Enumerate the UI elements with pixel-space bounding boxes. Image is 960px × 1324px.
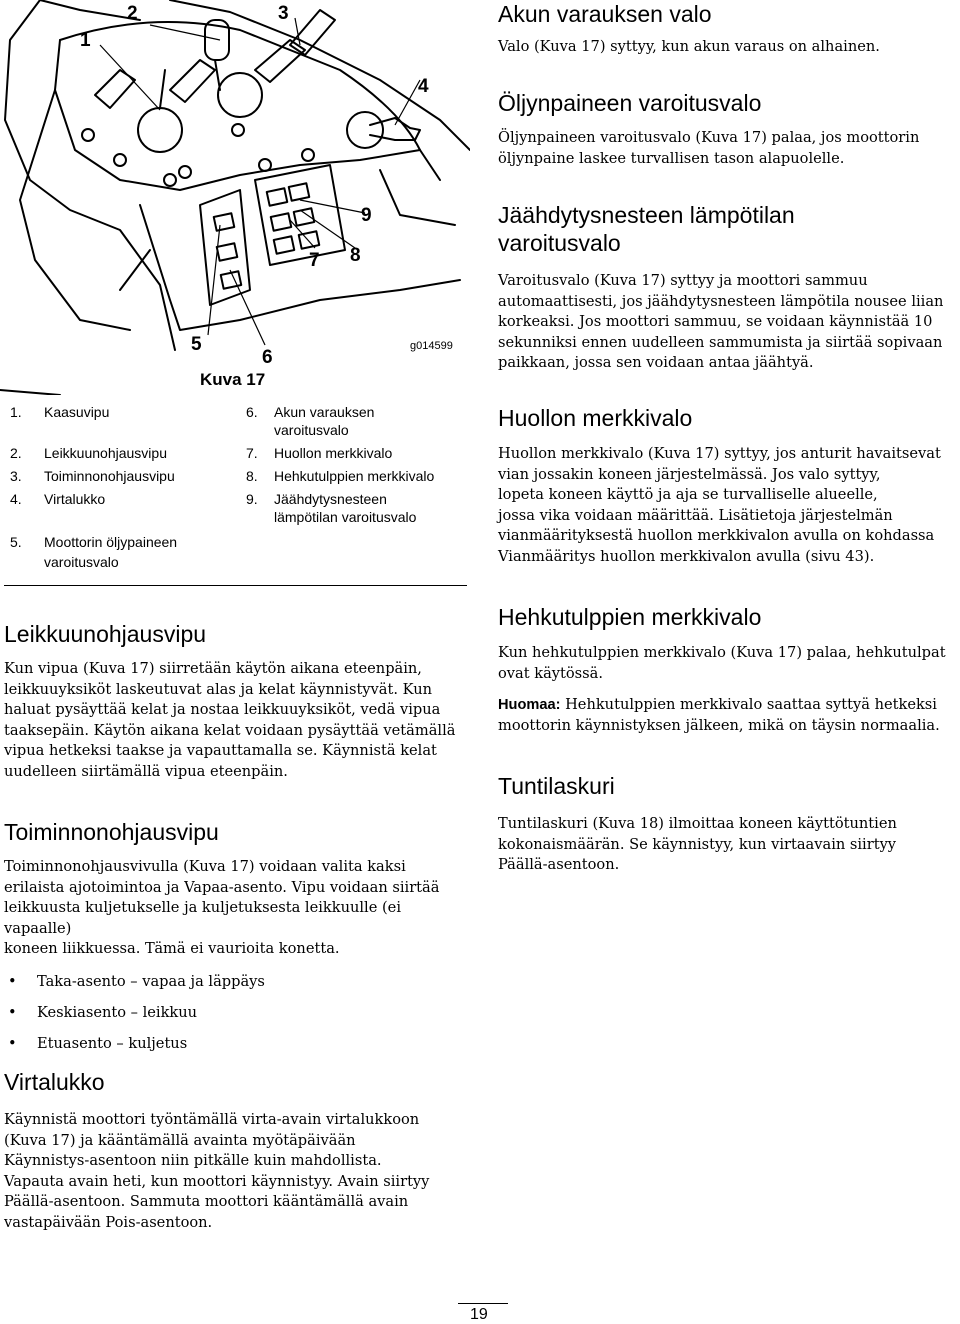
paragraph-line: taaksepäin. Käytön aikana kelat voidaan pysäyttää vetämällä — [4, 721, 456, 739]
legend-num: 4. — [10, 491, 22, 507]
paragraph-line: öljynpaine laskee turvallisen tason alapuolelle. — [498, 149, 845, 167]
legend-text: Virtalukko — [44, 491, 106, 507]
note-label: Huomaa: — [498, 697, 561, 714]
page-number: 19 — [470, 1306, 488, 1323]
section-huollon-merkkivalo — [498, 404, 958, 568]
section-title: Leikkuunohjausvipu — [4, 621, 207, 647]
legend-num: 1. — [10, 404, 22, 420]
list-item-text: Etuasento – kuljetus — [37, 1034, 188, 1052]
legend-num: 3. — [10, 468, 22, 484]
legend-left — [10, 404, 250, 574]
paragraph-line: (Kuva 17) ja kääntämällä avainta myötäpäivään — [4, 1131, 356, 1149]
callout-6: 6 — [262, 347, 273, 368]
bullet-list — [4, 972, 470, 1065]
paragraph-line: Päällä-asentoon. — [498, 856, 620, 874]
list-item — [4, 972, 470, 1003]
section-title: Hehkutulppien merkkivalo — [498, 604, 762, 630]
paragraph-line: Huollon merkkivalo (Kuva 17) syttyy, jos anturit havaitsevat — [498, 445, 941, 462]
paragraph-line: korkeaksi. Jos moottori sammuu, se voidaan käynnistää 10 — [498, 313, 933, 331]
figure-code: g014599 — [410, 340, 453, 352]
paragraph-line: kokonaismäärän. Se käynnistyy, kun virtaavain siirtyy — [498, 835, 897, 853]
legend-text: Leikkuunohjausvipu — [44, 445, 167, 461]
paragraph-line: vianmäärityksestä huollon merkkivalon avulla on kohdassa — [498, 527, 935, 545]
paragraph-line: vian jossakin koneen järjestelmässä. Jos valo syttyy, — [498, 465, 881, 483]
callout-9: 9 — [361, 205, 372, 226]
section-tuntilaskuri — [498, 772, 958, 876]
paragraph-line: Käynnistä moottori työntämällä virta-avain virtalukkoon — [4, 1111, 420, 1128]
paragraph-line: Valo (Kuva 17) syttyy, kun akun varaus on alhainen. — [498, 38, 880, 55]
control-panel-drawing — [0, 0, 470, 395]
section-hehkutulppien-merkkivalo — [498, 603, 958, 736]
paragraph-line: lopeta koneen käyttö ja aja se turvalliselle alueelle, — [498, 486, 878, 504]
figure-caption: Kuva 17 — [200, 370, 266, 389]
legend-text: lämpötilan varoitusvalo — [274, 509, 417, 525]
callout-4: 4 — [418, 76, 429, 97]
list-item — [4, 1003, 470, 1034]
legend-num: 2. — [10, 445, 22, 461]
note-text: Hehkutulppien merkkivalo saattaa syttyä hetkeksi — [560, 696, 937, 714]
legend-text: Jäähdytysnesteen — [274, 491, 387, 507]
paragraph-line: Kun vipua (Kuva 17) siirretään käytön aikana eteenpäin, — [4, 660, 422, 677]
paragraph-line: koneen liikkuessa. Tämä ei vaurioita konetta. — [4, 940, 340, 958]
bullet-icon: • — [8, 1003, 17, 1021]
paragraph-line: Varoitusvalo (Kuva 17) syttyy ja moottori sammuu — [498, 272, 868, 289]
section-title: Öljynpaineen varoitusvalo — [498, 90, 762, 116]
paragraph-line: moottorin käynnistyksen jälkeen, mikä on täysin normaalia. — [498, 716, 940, 734]
legend-right — [246, 404, 476, 534]
callout-2: 2 — [127, 3, 138, 24]
callout-5: 5 — [191, 334, 202, 355]
paragraph-line: Tuntilaskuri (Kuva 18) ilmoittaa koneen käyttötuntien — [498, 815, 897, 832]
list-item-text: Keskiasento – leikkuu — [37, 1003, 198, 1021]
paragraph-line: Päällä-asentoon. Sammuta moottori kääntämällä avain — [4, 1193, 409, 1211]
legend-num: 6. — [246, 404, 258, 420]
list-item — [4, 1034, 470, 1065]
section-akun-varauksen-valo — [498, 0, 958, 58]
section-virtalukko — [4, 1068, 470, 1234]
paragraph-line: Toiminnonohjausvivulla (Kuva 17) voidaan valita kaksi — [4, 858, 406, 875]
legend-text: Huollon merkkivalo — [274, 445, 393, 461]
paragraph-line: jossa vika voidaan määrittää. Lisätietoja järjestelmän — [498, 506, 893, 524]
paragraph-line: automaattisesti, jos jäähdytysnesteen lämpötila nousee liian — [498, 292, 944, 310]
paragraph-line: Kun hehkutulppien merkkivalo (Kuva 17) palaa, hehkutulpat — [498, 644, 946, 661]
legend-num: 5. — [10, 534, 22, 550]
section-toiminnonohjausvipu — [4, 818, 470, 1065]
bullet-icon: • — [8, 1034, 17, 1052]
paragraph-line: leikkuuyksiköt laskeutuvat alas ja kelat käynnistyvät. Kun — [4, 680, 433, 698]
legend-num: 9. — [246, 491, 258, 507]
paragraph-line: sekunniksi ennen uudelleen sammumista ja siirtää sopivaan — [498, 333, 943, 351]
section-title: Tuntilaskuri — [498, 773, 615, 799]
paragraph-line: paikkaan, jossa sen voidaan antaa jäähtyä. — [498, 354, 814, 372]
section-title: Virtalukko — [4, 1069, 105, 1095]
paragraph-line: ovat käytössä. — [498, 664, 603, 682]
section-title: Toiminnonohjausvipu — [4, 819, 219, 845]
section-title-line1: Jäähdytysnesteen lämpötilan — [498, 202, 795, 228]
callout-7: 7 — [309, 250, 320, 271]
paragraph-line: erilaista ajotoimintoa ja Vapaa-asento. Vipu voidaan siirtää — [4, 878, 440, 896]
paragraph-line: leikkuusta kuljetukselle ja kuljetuksesta leikkuulle (ei vapaalle) — [4, 899, 401, 937]
bullet-icon: • — [8, 972, 17, 990]
legend-text: Hehkutulppien merkkivalo — [274, 468, 435, 484]
paragraph-line: Käynnistys-asentoon niin pitkälle kuin mahdollista. — [4, 1152, 382, 1170]
legend-text: Moottorin öljypaineen — [44, 534, 178, 550]
note-paragraph — [498, 695, 958, 716]
callout-8: 8 — [350, 245, 361, 266]
paragraph-line: Öljynpaineen varoitusvalo (Kuva 17) palaa, jos moottorin — [498, 129, 920, 146]
legend-num: 7. — [246, 445, 258, 461]
section-title: Akun varauksen valo — [498, 1, 712, 27]
paragraph-line: uudelleen siirtämällä vipua eteenpäin. — [4, 762, 288, 780]
legend-rule — [4, 585, 467, 586]
paragraph-line: Vapauta avain heti, kun moottori käynnistyy. Avain siirtyy — [4, 1172, 430, 1190]
section-oljynpaineen-varoitusvalo — [498, 89, 958, 169]
section-title: Huollon merkkivalo — [498, 405, 693, 431]
section-jaahdytysnesteen-lampotilan-varoitusvalo — [498, 201, 958, 374]
section-leikkuunohjausvipu — [4, 620, 470, 783]
legend-text: Kaasuvipu — [44, 404, 110, 420]
control-panel-figure — [0, 0, 470, 395]
paragraph-line: haluat pysäyttää kelat ja nostaa leikkuuyksiköt, vedä vipua — [4, 701, 441, 719]
paragraph-line: vipua hetkeksi taakse ja vapauttamalla se. Käynnistä kelat — [4, 742, 437, 760]
legend-text: varoitusvalo — [44, 554, 119, 570]
legend-num: 8. — [246, 468, 258, 484]
list-item-text: Taka-asento – vapaa ja läppäys — [37, 972, 265, 990]
paragraph-line: Vianmääritys huollon merkkivalon avulla (sivu 43). — [498, 547, 875, 565]
legend-text: Toiminnonohjausvipu — [44, 468, 175, 484]
legend-text: varoitusvalo — [274, 422, 349, 438]
legend-text: Akun varauksen — [274, 404, 375, 420]
paragraph-line: vastapäivään Pois-asentoon. — [4, 1213, 213, 1231]
section-title-line2: varoitusvalo — [498, 230, 621, 256]
callout-1: 1 — [80, 30, 91, 51]
page-number-rule — [458, 1303, 508, 1304]
callout-3: 3 — [278, 3, 289, 24]
